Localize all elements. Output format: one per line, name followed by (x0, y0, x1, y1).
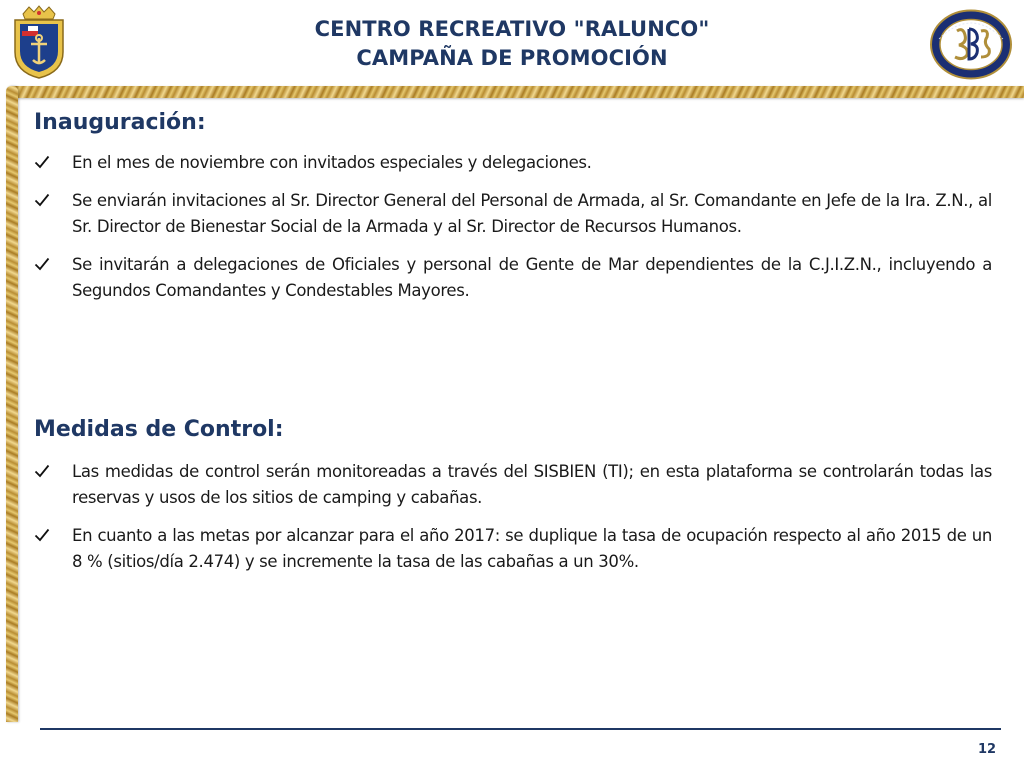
rope-border-top (8, 86, 1024, 98)
checkmark-icon (34, 463, 50, 479)
bullet-text: En cuanto a las metas por alcanzar para el año 2017: se duplique la tasa de ocupación respecto al año 2015 de un 8 % (sitios/día 2.474) y se incremente la tasa de las cabañas a un 30%. (72, 526, 992, 571)
bullet-text: Las medidas de control serán monitoreadas a través del SISBIEN (TI); en esta plataforma se controlarán todas las reservas y usos de los sitios de camping y cabañas. (72, 462, 992, 507)
checkmark-icon (34, 154, 50, 170)
section-title-inauguracion: Inauguración: (34, 110, 206, 135)
bullet-list-inauguracion (34, 150, 992, 316)
list-item (34, 188, 992, 240)
bullet-text: En el mes de noviembre con invitados especiales y delegaciones. (72, 153, 592, 172)
bullet-list-medidas-de-control (34, 459, 992, 587)
title-line-2: CAMPAÑA DE PROMOCIÓN (356, 46, 668, 70)
slide-title (190, 15, 834, 73)
page-number: 12 (978, 742, 997, 757)
list-item (34, 523, 992, 575)
checkmark-icon (34, 192, 50, 208)
list-item (34, 459, 992, 511)
rope-border-left (6, 86, 18, 722)
section-title-medidas-de-control: Medidas de Control: (34, 417, 284, 442)
checkmark-icon (34, 527, 50, 543)
list-item (34, 252, 992, 304)
bullet-text: Se invitarán a delegaciones de Oficiales y personal de Gente de Mar dependientes de la C.J.I.Z.N., incluyendo a Segundos Comandantes y Condestables Mayores. (72, 255, 992, 300)
checkmark-icon (34, 256, 50, 272)
navy-crest-icon (9, 4, 69, 80)
bienestar-social-seal-icon (929, 9, 1013, 80)
bullet-text: Se enviarán invitaciones al Sr. Director General del Personal de Armada, al Sr. Comandante en Jefe de la Ira. Z.N., al Sr. Director de Bienestar Social de la Armada y al Sr. Director de Recursos Humanos. (72, 191, 992, 236)
list-item (34, 150, 992, 176)
title-line-1: CENTRO RECREATIVO "RALUNCO" (314, 17, 710, 41)
footer-divider (40, 728, 1001, 730)
